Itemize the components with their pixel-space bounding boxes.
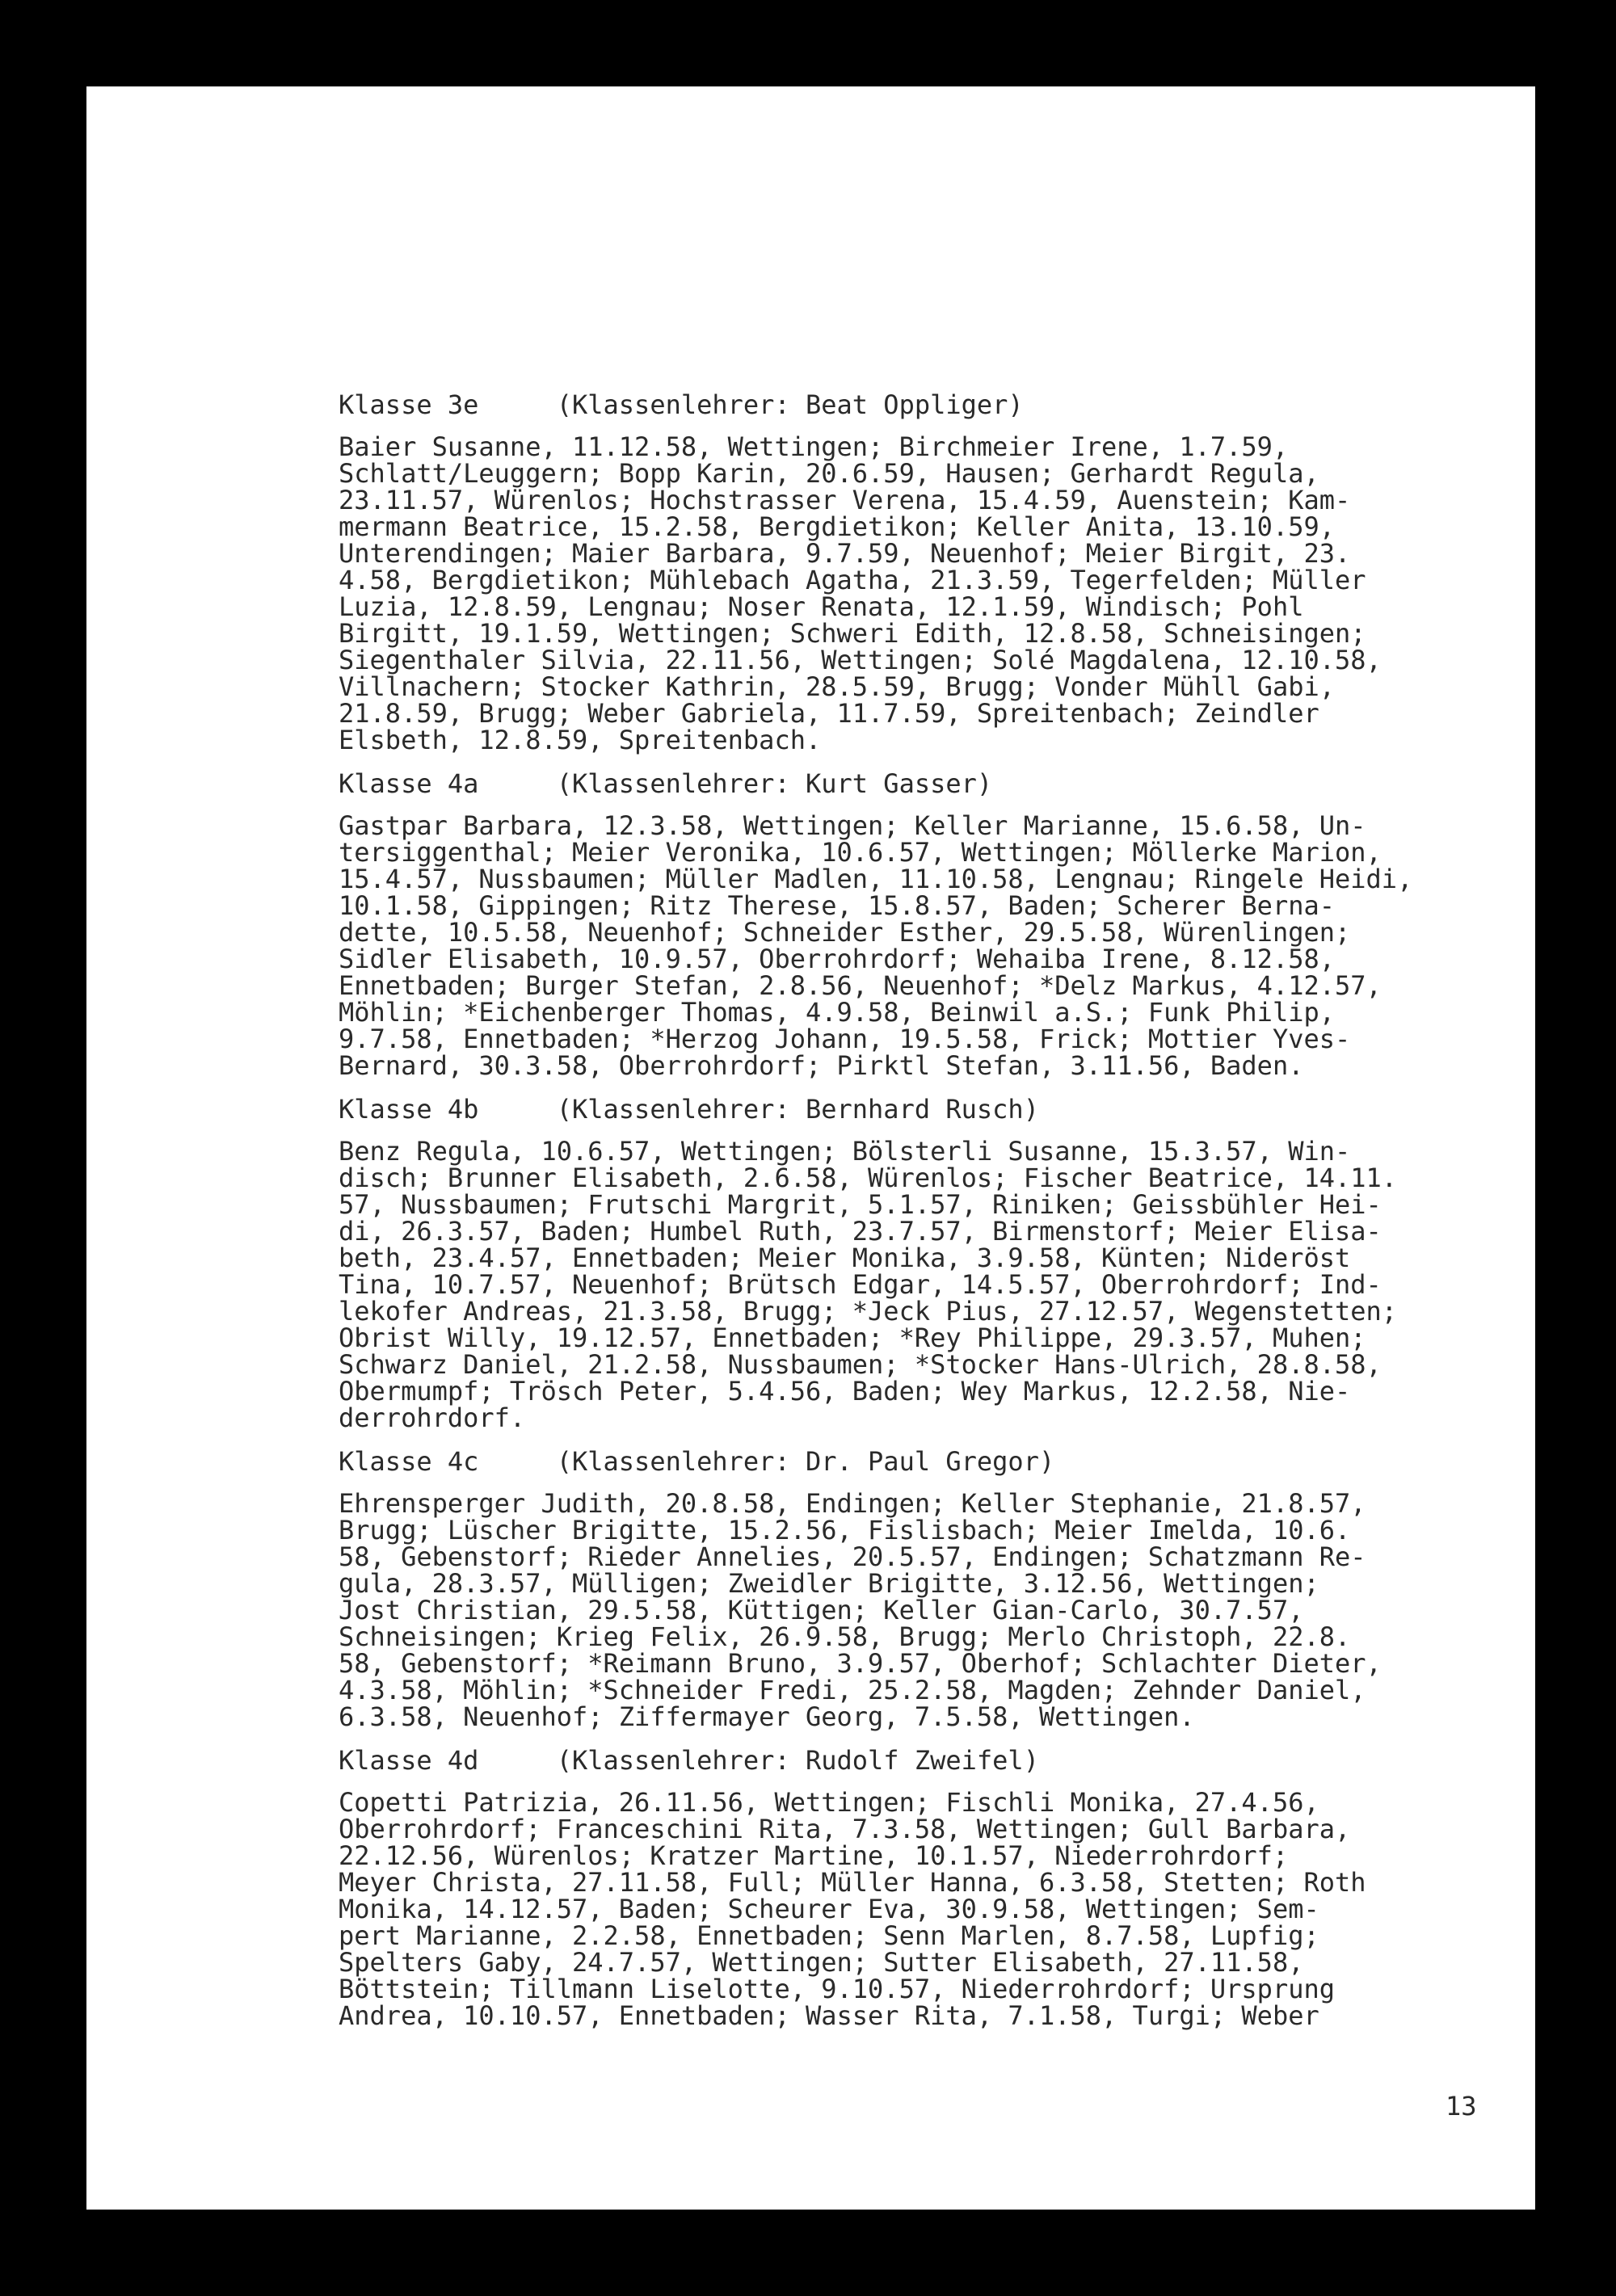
text-line: lekofer Andreas, 21.3.58, Brugg; *Jeck Pius, 27.12.57, Wegenstetten; [339, 1296, 1398, 1327]
text-line: 15.4.57, Nussbaumen; Müller Madlen, 11.10.58, Lengnau; Ringele Heidi, [339, 864, 1413, 894]
class-section-4b [339, 1096, 1526, 1432]
text-line: Siegenthaler Silvia, 22.11.56, Wettingen; Solé Magdalena, 12.10.58, [339, 645, 1382, 675]
text-line: 21.8.59, Brugg; Weber Gabriela, 11.7.59, Spreitenbach; Zeindler [339, 698, 1319, 729]
text-line: Monika, 14.12.57, Baden; Scheurer Eva, 30.9.58, Wettingen; Sem- [339, 1894, 1319, 1924]
text-line: Ehrensperger Judith, 20.8.58, Endingen; Keller Stephanie, 21.8.57, [339, 1488, 1366, 1519]
text-line: Schwarz Daniel, 21.2.58, Nussbaumen; *Stocker Hans-Ulrich, 28.8.58, [339, 1349, 1382, 1380]
text-line: dette, 10.5.58, Neuenhof; Schneider Esther, 29.5.58, Würenlingen; [339, 917, 1351, 948]
text-line: tersiggenthal; Meier Veronika, 10.6.57, Wettingen; Möllerke Marion, [339, 837, 1382, 868]
text-line: 57, Nussbaumen; Frutschi Margrit, 5.1.57, Riniken; Geissbühler Hei- [339, 1189, 1382, 1220]
text-line: Brugg; Lüscher Brigitte, 15.2.56, Fislisbach; Meier Imelda, 10.6. [339, 1515, 1351, 1545]
class-heading: Klasse 3e (Klassenlehrer: Beat Oppliger) [339, 389, 1024, 420]
text-line: Oberrohrdorf; Franceschini Rita, 7.3.58, Wettingen; Gull Barbara, [339, 1814, 1351, 1844]
text-line: derrohrdorf. [339, 1402, 526, 1433]
text-line: Möhlin; *Eichenberger Thomas, 4.9.58, Beinwil a.S.; Funk Philip, [339, 997, 1335, 1028]
text-line: Schneisingen; Krieg Felix, 26.9.58, Brugg; Merlo Christoph, 22.8. [339, 1621, 1351, 1652]
text-line: Luzia, 12.8.59, Lengnau; Noser Renata, 12.1.59, Windisch; Pohl [339, 591, 1304, 622]
class-section-4d [339, 1747, 1526, 2029]
text-line: Unterendingen; Maier Barbara, 9.7.59, Neuenhof; Meier Birgit, 23. [339, 538, 1351, 569]
text-line: Copetti Patrizia, 26.11.56, Wettingen; Fischli Monika, 27.4.56, [339, 1787, 1319, 1818]
class-heading: Klasse 4c (Klassenlehrer: Dr. Paul Gregor) [339, 1446, 1055, 1477]
text-line: 23.11.57, Würenlos; Hochstrasser Verena, 15.4.59, Auenstein; Kam- [339, 485, 1351, 515]
text-line: Villnachern; Stocker Kathrin, 28.5.59, Brugg; Vonder Mühll Gabi, [339, 671, 1335, 702]
class-section-4a [339, 768, 1526, 1081]
text-line: 6.3.58, Neuenhof; Ziffermayer Georg, 7.5.58, Wettingen. [339, 1701, 1195, 1732]
text-line: Tina, 10.7.57, Neuenhof; Brütsch Edgar, 14.5.57, Oberrohrdorf; Ind- [339, 1269, 1382, 1300]
text-line: Böttstein; Tillmann Liselotte, 9.10.57, Niederrohrdorf; Ursprung [339, 1974, 1335, 2004]
class-heading: Klasse 4d (Klassenlehrer: Rudolf Zweifel) [339, 1745, 1039, 1776]
page-number: 13 [1446, 2091, 1477, 2121]
class-heading: Klasse 4a (Klassenlehrer: Kurt Gasser) [339, 768, 993, 799]
text-line: Benz Regula, 10.6.57, Wettingen; Bölsterli Susanne, 15.3.57, Win- [339, 1136, 1351, 1167]
text-line: 22.12.56, Würenlos; Kratzer Martine, 10.1.57, Niederrohrdorf; [339, 1840, 1289, 1871]
text-line: 4.58, Bergdietikon; Mühlebach Agatha, 21.3.59, Tegerfelden; Müller [339, 565, 1366, 595]
text-line: Andrea, 10.10.57, Ennetbaden; Wasser Rita, 7.1.58, Turgi; Weber [339, 2000, 1319, 2031]
text-line: 10.1.58, Gippingen; Ritz Therese, 15.8.57, Baden; Scherer Berna- [339, 890, 1335, 921]
text-line: pert Marianne, 2.2.58, Ennetbaden; Senn Marlen, 8.7.58, Lupfig; [339, 1920, 1319, 1951]
text-line: Meyer Christa, 27.11.58, Full; Müller Hanna, 6.3.58, Stetten; Roth [339, 1867, 1366, 1898]
text-line: Elsbeth, 12.8.59, Spreitenbach. [339, 725, 822, 755]
text-line: Sidler Elisabeth, 10.9.57, Oberrohrdorf; Wehaiba Irene, 8.12.58, [339, 944, 1335, 974]
class-list [339, 389, 1526, 2031]
text-line: Obermumpf; Trösch Peter, 5.4.56, Baden; Wey Markus, 12.2.58, Nie- [339, 1376, 1351, 1407]
text-line: 58, Gebenstorf; Rieder Annelies, 20.5.57, Endingen; Schatzmann Re- [339, 1541, 1366, 1572]
text-line: disch; Brunner Elisabeth, 2.6.58, Würenlos; Fischer Beatrice, 14.11. [339, 1163, 1398, 1193]
text-line: Spelters Gaby, 24.7.57, Wettingen; Sutter Elisabeth, 27.11.58, [339, 1947, 1304, 1978]
document-page [86, 86, 1535, 2210]
class-heading: Klasse 4b (Klassenlehrer: Bernhard Rusch) [339, 1094, 1039, 1125]
text-line: Birgitt, 19.1.59, Wettingen; Schweri Edith, 12.8.58, Schneisingen; [339, 618, 1366, 649]
text-line: 4.3.58, Möhlin; *Schneider Fredi, 25.2.58, Magden; Zehnder Daniel, [339, 1675, 1366, 1705]
text-line: Gastpar Barbara, 12.3.58, Wettingen; Keller Marianne, 15.6.58, Un- [339, 810, 1366, 841]
text-line: 58, Gebenstorf; *Reimann Bruno, 3.9.57, Oberhof; Schlachter Dieter, [339, 1648, 1382, 1679]
text-line: mermann Beatrice, 15.2.58, Bergdietikon; Keller Anita, 13.10.59, [339, 511, 1335, 542]
text-line: gula, 28.3.57, Mülligen; Zweidler Brigitte, 3.12.56, Wettingen; [339, 1568, 1319, 1599]
text-line: di, 26.3.57, Baden; Humbel Ruth, 23.7.57, Birmenstorf; Meier Elisa- [339, 1216, 1382, 1247]
text-line: beth, 23.4.57, Ennetbaden; Meier Monika, 3.9.58, Künten; Nideröst [339, 1243, 1351, 1273]
text-line: 9.7.58, Ennetbaden; *Herzog Johann, 19.5.58, Frick; Mottier Yves- [339, 1024, 1351, 1054]
text-line: Schlatt/Leuggern; Bopp Karin, 20.6.59, Hausen; Gerhardt Regula, [339, 458, 1319, 489]
text-line: Obrist Willy, 19.12.57, Ennetbaden; *Rey Philippe, 29.3.57, Muhen; [339, 1323, 1366, 1353]
text-line: Jost Christian, 29.5.58, Küttigen; Keller Gian-Carlo, 30.7.57, [339, 1595, 1304, 1625]
text-line: Ennetbaden; Burger Stefan, 2.8.56, Neuenhof; *Delz Markus, 4.12.57, [339, 970, 1382, 1001]
class-section-4c [339, 1446, 1526, 1732]
text-line: Bernard, 30.3.58, Oberrohrdorf; Pirktl Stefan, 3.11.56, Baden. [339, 1050, 1304, 1081]
text-line: Baier Susanne, 11.12.58, Wettingen; Birchmeier Irene, 1.7.59, [339, 431, 1289, 462]
class-section-3e [339, 389, 1526, 755]
